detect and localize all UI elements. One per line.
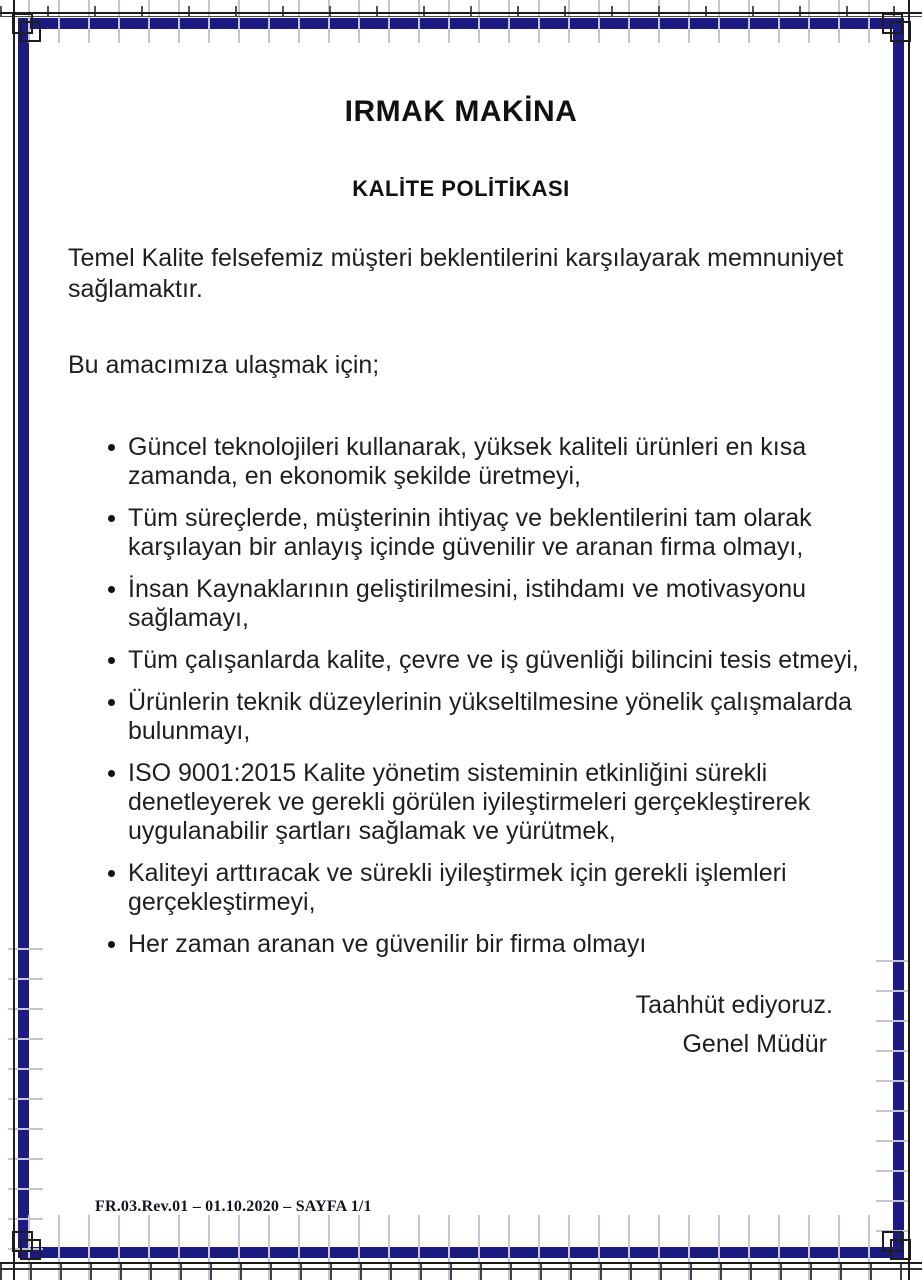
- bullet-dot-icon: [108, 770, 115, 777]
- list-item: [106, 759, 878, 846]
- list-item: [106, 688, 878, 746]
- bullet-text: Tüm süreçlerde, müşterinin ihtiyaç ve beklentilerini tam olarak karşılayan bir anlayış içinde güvenilir ve aranan firma olmayı,: [128, 504, 812, 561]
- bullet-text: Ürünlerin teknik düzeylerinin yükseltilmesine yönelik çalışmalarda bulunmayı,: [128, 688, 852, 745]
- list-item: [106, 930, 878, 959]
- list-item: [106, 859, 878, 917]
- list-item: [106, 433, 878, 491]
- bullet-dot-icon: [108, 586, 115, 593]
- list-item: [106, 504, 878, 562]
- bullet-dot-icon: [108, 657, 115, 664]
- document-title: KALİTE POLİTİKASI: [352, 176, 570, 201]
- bullet-dot-icon: [108, 870, 115, 877]
- list-item: [106, 575, 878, 633]
- bullet-text: Tüm çalışanlarda kalite, çevre ve iş güvenliği bilincini tesis etmeyi,: [128, 646, 859, 674]
- closing-block: [636, 991, 833, 1059]
- bullet-text: Güncel teknolojileri kullanarak, yüksek kaliteli ürünleri en kısa zamanda, en ekonomik şekilde üretmeyi,: [128, 433, 807, 490]
- bullet-text: ISO 9001:2015 Kalite yönetim sisteminin etkinliğini sürekli denetleyerek ve gerekli görülen iyileştirmeleri gerçekleştirerek uygulanabilir şartları sağlamak ve yürütmek,: [128, 759, 811, 845]
- footer-reference: FR.03.Rev.01 – 01.10.2020 – SAYFA 1/1: [95, 1198, 372, 1215]
- policy-bullet-list: [106, 433, 878, 972]
- bullet-dot-icon: [108, 699, 115, 706]
- list-item: [106, 646, 878, 675]
- commitment-line: Taahhüt ediyoruz.: [635, 991, 833, 1019]
- bullet-dot-icon: [108, 941, 115, 948]
- bullet-dot-icon: [108, 515, 115, 522]
- intro-paragraph: Temel Kalite felsefemiz müşteri beklentilerini karşılayarak memnuniyet sağlamaktır.: [68, 244, 844, 303]
- bullet-text: İnsan Kaynaklarının geliştirilmesini, istihdamı ve motivasyonu sağlamayı,: [128, 575, 807, 632]
- signatory-line: Genel Müdür: [682, 1030, 827, 1058]
- lead-in-line: Bu amacımıza ulaşmak için;: [68, 351, 380, 379]
- bullet-text: Her zaman aranan ve güvenilir bir firma olmayı: [128, 930, 647, 958]
- company-title: IRMAK MAKİNA: [344, 95, 578, 128]
- bullet-text: Kaliteyi arttıracak ve sürekli iyileştirmek için gerekli işlemleri gerçekleştirmeyi,: [128, 859, 787, 916]
- bullet-dot-icon: [108, 444, 115, 451]
